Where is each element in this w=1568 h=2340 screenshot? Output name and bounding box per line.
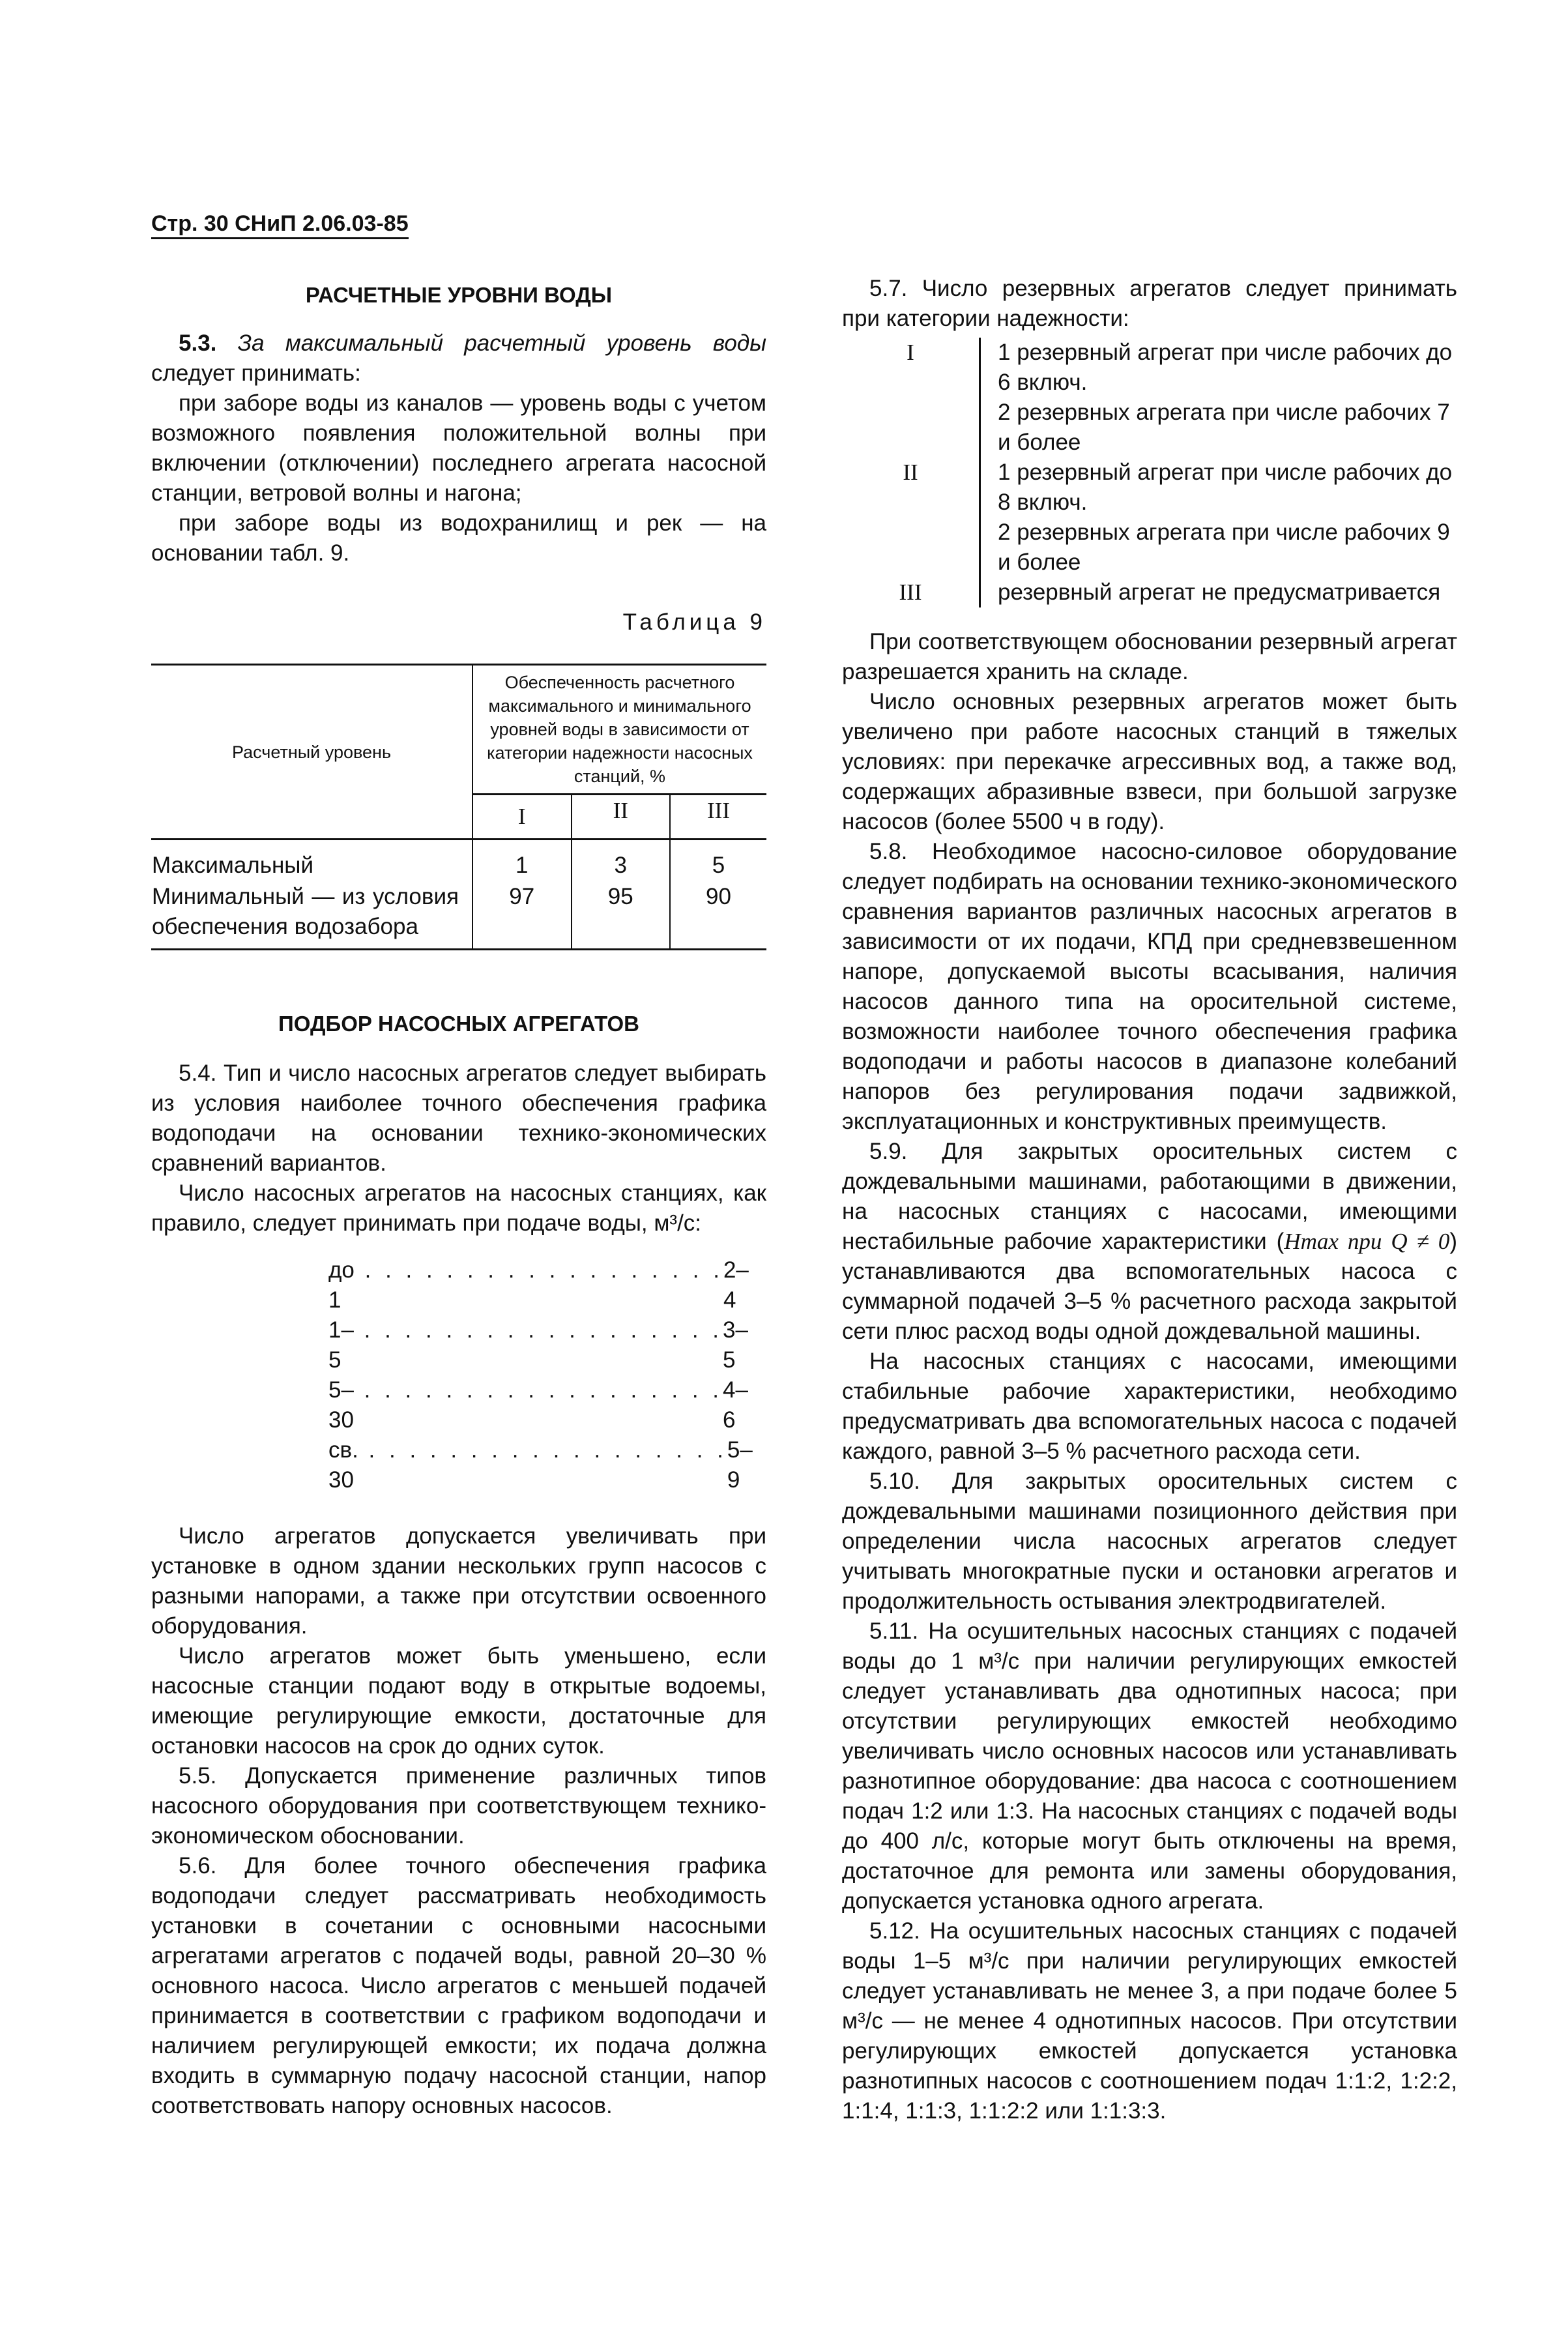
supply-count: 3–5	[723, 1317, 748, 1373]
table-cell-label: Максимальный	[152, 853, 313, 878]
reserve-category: II	[903, 460, 918, 485]
reserve-description	[979, 578, 1457, 607]
paragraph-5-11: 5.11. На осушительных насосных станциях с подачей воды до 1 м³/с при наличии регулирующих емкостей следует устанавливать два однотипных насоса; при отсутствии регулирующих емкостей необходимо увеличивать число основных насосов или устанавливать разнотипное оборудование: два насоса с соотношением подач 1:2 или 1:3. На насосных станциях с подачей воды до 400 л/с, которые могут быть отключены на время, достаточное для ремонта или замены оборудования, допускается установка одного агрегата.	[842, 1618, 1457, 1914]
paragraph-5-10: 5.10. Для закрытых оросительных систем с дождевальными машинами позиционного действия при определении числа насосных агрегатов следует учитывать многократные пуски и остановки агрегатов и продолжительность остывания электродвигателей.	[842, 1469, 1457, 1614]
page-header: Стр. 30 СНиП 2.06.03-85	[151, 210, 409, 239]
clause-text: ) устанавливаются два вспомогательных насоса с суммарной подачей 3–5 % расчетного расхода закрытой сети плюс расход воды одной дождевальной машины.	[842, 1229, 1457, 1344]
table-header-level: Расчетный уровень	[151, 665, 472, 840]
paragraph-5-3-a: при заборе воды из каналов — уровень воды с учетом возможного появления положительной волны при включении (отключении) последнего агрегата насосной станции, ветровой волны и нагона;	[151, 390, 766, 506]
paragraph-5-9-b: На насосных станциях с насосами, имеющими стабильные рабочие характеристики, необходимо предусматривать два вспомогательных насоса с подачей каждого, равной 3–5 % расчетного расхода сети.	[842, 1349, 1457, 1464]
reserve-line: резервный агрегат не предусматривается	[998, 579, 1441, 605]
paragraph-5-3-b: при заборе воды из водохранилищ и рек — на основании табл. 9.	[151, 510, 766, 566]
table-cell: 5	[670, 840, 766, 882]
table-caption: Таблица 9	[622, 609, 766, 635]
reserve-line: 1 резервный агрегат при числе рабочих до 6 включ.	[998, 340, 1453, 395]
clause-number: 5.3.	[179, 330, 217, 356]
reserve-row	[842, 338, 1457, 458]
reserve-description	[979, 338, 1457, 458]
paragraph-5-12: 5.12. На осушительных насосных станциях с подачей воды 1–5 м³/с при наличии регулирующих емкостей следует устанавливать не менее 3, а при подаче более 5 м³/с — не менее 4 однотипных насосов. При отсутствии регулирующих емкостей допускается установка разнотипных насосов с соотношением подач 1:1:2, 1:2:2, 1:1:4, 1:1:3, 1:1:2:2 или 1:1:3:3.	[842, 1918, 1457, 2124]
paragraph-5-4: 5.4. Тип и число насосных агрегатов следует выбирать из условия наиболее точного обеспечения графика водоподачи на основании технико-экономических сравнений вариантов.	[151, 1060, 766, 1176]
table-header-cat-3: III	[670, 795, 766, 840]
table-cell: 90	[670, 881, 766, 950]
reserve-table	[842, 338, 1457, 607]
paragraph-5-8: 5.8. Необходимое насосно-силовое оборудование следует подбирать на основании технико-экономического сравнения вариантов различных насосных агрегатов в зависимости от их подачи, КПД при средневзвешенном напоре, допускаемой высоты всасывания, наличия насосов данного типа на оросительной системе, возможности наиболее точного обеспечения графика водоподачи и работы насосов в диапазоне колебаний напоров без регулирования подачи задвижкой, эксплуатационных и конструктивных преимуществ.	[842, 839, 1457, 1134]
clause-text: следует принимать:	[151, 360, 361, 386]
supply-count: 5–9	[727, 1437, 753, 1493]
supply-range: 1–5	[328, 1317, 354, 1373]
table-cell-label: Минимальный — из условия обеспечения водозабора	[151, 881, 472, 950]
left-column	[151, 274, 766, 2121]
table-header-cat-1: I	[472, 795, 572, 840]
leader-dots: . . . . . . . . . . . . . . . . . .	[354, 1257, 723, 1283]
clause-italic-text: За максимальный расчетный уровень воды	[237, 330, 767, 356]
clause-text: 5.9. Для закрытых оросительных систем с дождевальными машинами, работающими в движении, на насосных станциях с насосами, имеющими нестабильные рабочие характеристики (	[842, 1139, 1457, 1254]
supply-list	[328, 1255, 753, 1495]
table-cell: 1	[472, 840, 572, 882]
table-cell: 3	[572, 840, 671, 882]
paragraph-5-9	[842, 1137, 1457, 1347]
table-cell: 97	[472, 881, 572, 950]
reserve-row	[842, 458, 1457, 578]
supply-range: до 1	[328, 1257, 355, 1313]
formula: Hmax при Q ≠ 0	[1284, 1229, 1450, 1254]
supply-count: 4–6	[723, 1377, 748, 1433]
reserve-line: 2 резервных агрегата при числе рабочих 9 и более	[998, 519, 1450, 575]
paragraph-5-7-b: При соответствующем обосновании резервный агрегат разрешается хранить на складе.	[842, 629, 1457, 684]
paragraph-5-4-b: Число насосных агрегатов на насосных станциях, как правило, следует принимать при подаче воды, м³/с:	[151, 1180, 766, 1236]
table-row	[151, 840, 766, 882]
leader-dots: . . . . . . . . . . . . . . . . . .	[358, 1437, 727, 1463]
reserve-row	[842, 578, 1457, 607]
supply-range: св. 30	[328, 1437, 358, 1493]
paragraph-5-7: 5.7. Число резервных агрегатов следует принимать при категории надежности:	[842, 276, 1457, 331]
leader-dots: . . . . . . . . . . . . . . . . . .	[353, 1377, 723, 1403]
supply-range: 5–30	[328, 1377, 354, 1433]
reserve-category: III	[899, 579, 922, 605]
section-heading-pump-selection: ПОДБОР НАСОСНЫХ АГРЕГАТОВ	[278, 1012, 639, 1036]
leader-dots: . . . . . . . . . . . . . . . . . .	[353, 1317, 723, 1343]
paragraph-5-3	[151, 329, 766, 388]
list-item	[328, 1315, 748, 1375]
reserve-line: 2 резервных агрегата при числе рабочих 7 и более	[998, 400, 1450, 455]
table-header-provision: Обеспеченность расчетного максимального и минимального уровней воды в зависимости от категории надежности насосных станций, %	[472, 665, 766, 795]
paragraph-5-7-c: Число основных резервных агрегатов может быть увеличено при работе насосных станций в тяжелых условиях: при перекачке агрессивных вод, а также вод, содержащих абразивные взвеси, при большой загрузке насосов (более 5500 ч в году).	[842, 689, 1457, 834]
list-item	[328, 1255, 749, 1315]
supply-count: 2–4	[723, 1257, 749, 1313]
paragraph-5-6: 5.6. Для более точного обеспечения графика водоподачи следует рассматривать необходимость установки в сочетании с основными насосными агрегатами агрегатов с подачей воды, равной 20–30 % основного насоса. Число агрегатов с меньшей подачей принимается в соответствии с графиком водоподачи и наличием регулирующей емкости; их подача должна входить в суммарную подачу насосной станции, напор соответствовать напору основных насосов.	[151, 1853, 766, 2118]
right-column	[842, 274, 1457, 2126]
table-cell: 95	[572, 881, 671, 950]
reserve-line: 1 резервный агрегат при числе рабочих до 8 включ.	[998, 460, 1453, 515]
list-item	[328, 1375, 748, 1435]
table-9	[151, 664, 766, 950]
table-header-cat-2: II	[572, 795, 671, 840]
list-item	[328, 1435, 753, 1495]
section-heading-water-levels: РАСЧЕТНЫЕ УРОВНИ ВОДЫ	[305, 283, 613, 307]
paragraph-5-5: 5.5. Допускается применение различных типов насосного оборудования при соответствующем технико-экономическом обосновании.	[151, 1763, 766, 1849]
paragraph-5-4-c: Число агрегатов допускается увеличивать при установке в одном здании нескольких групп насосов с разными напорами, а также при отсутствии освоенного оборудования.	[151, 1523, 766, 1639]
table-row	[151, 881, 766, 950]
reserve-description	[979, 458, 1457, 578]
paragraph-5-4-d: Число агрегатов может быть уменьшено, если насосные станции подают воду в открытые водоемы, имеющие регулирующие емкости, достаточные для остановки насосов на срок до одних суток.	[151, 1643, 766, 1759]
reserve-category: I	[907, 340, 914, 365]
